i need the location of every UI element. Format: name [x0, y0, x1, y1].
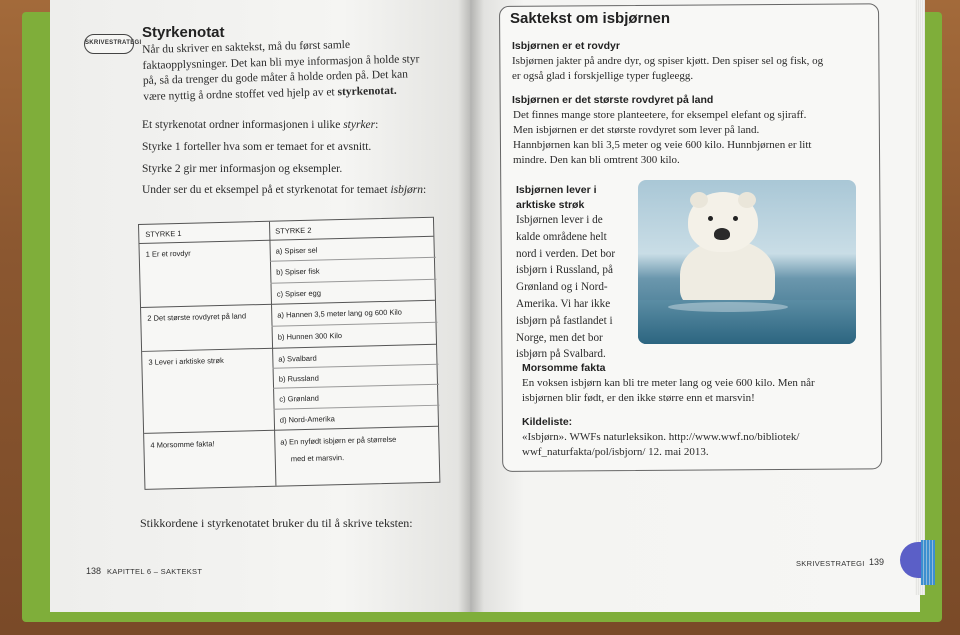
right-title: Saktekst om isbjørnen [510, 10, 671, 27]
section-text: Isbjørnen lever i de kalde områdene helt nord i verden. Det bor isbjørn i Russland, på Grønland og i Nord- Amerika. Vi har ikke isbjørn på fastlandet i Norge, men det bor isbjørn på Svalbard. [516, 214, 616, 361]
intro-bold-term: styrkenotat. [337, 84, 397, 98]
book-gutter [458, 0, 484, 612]
intro-paragraph [142, 36, 433, 105]
paragraph-styrke1: Styrke 1 forteller hva som er temaet for et avsnitt. [142, 141, 372, 153]
table-header-styrke1: STYRKE 1 [145, 228, 182, 239]
table-cell: c) Grønland [279, 393, 320, 404]
table-subline [270, 257, 436, 262]
section-heading: Kildeliste: [522, 416, 573, 428]
intro-line: være nyttig å ordne stoffet ved hjelp av et styrkenotat. [143, 84, 397, 103]
table-subline [274, 405, 440, 410]
section-text: Det finnes mange store planteetere, for eksempel elefant og sjiraff. Men isbjørnen er det største rovdyret som lever på land. Hannbjørnen kan bli 3,5 meter og veie 600 kilo. Hunnbjørnen er litt mindre. Den kan bli omtrent 300 kilo. [513, 109, 812, 166]
section-text: En voksen isbjørn kan bli tre meter lang og veie 600 kilo. Men når isbjørnen blir født, er den ikke større enn et marsvin! [522, 377, 815, 404]
table-subline [273, 364, 439, 369]
table-cell: c) Spiser egg [276, 288, 322, 299]
section-heading: Morsomme fakta [522, 362, 606, 374]
section-heading: Isbjørnen er det største rovdyret på land [512, 94, 714, 106]
source-list: «Isbjørn». WWFs naturleksikon. http://www.wwf.no/bibliotek/ wwf_naturfakta/pol/isbjorn/ 12. mai 2013. [522, 431, 800, 458]
footer-right: SKRIVESTRATEGI [796, 559, 865, 568]
table-subline [273, 384, 439, 389]
left-bottom-text: Stikkordene i styrkenotatet bruker du til å skrive teksten: [140, 516, 413, 530]
table-line [141, 300, 435, 308]
table-cell: d) Nord-Amerika [279, 414, 335, 425]
footer-left: KAPITTEL 6 – SAKTEKST [107, 567, 203, 576]
table-cell: 1 Er et rovdyr [145, 248, 191, 259]
styrkenotat-table [138, 217, 440, 490]
intro-line: faktaopplysninger. Det kan bli mye informasjon å holde styr [142, 52, 420, 72]
page-number-right: 139 [869, 557, 885, 567]
table-line [139, 236, 433, 244]
page-number-left: 138 [86, 566, 102, 576]
table-subline [270, 279, 436, 284]
page-tab-edges [921, 540, 935, 585]
table-cell: b) Spiser fisk [276, 266, 320, 277]
table-cell: a) Svalbard [278, 353, 317, 364]
table-cell: 3 Lever i arktiske strøk [148, 355, 224, 367]
table-cell: a) Hannen 3,5 meter lang og 600 Kilo [277, 307, 403, 320]
intro-line: på, så da trenger du gode måter å holde orden på. Det kan [142, 68, 409, 87]
intro-line: Når du skriver en saktekst, må du først samle [142, 38, 351, 56]
table-cell: 4 Morsomme fakta! [150, 439, 215, 450]
table-cell: a) Spiser sel [275, 245, 318, 256]
table-cell: 2 Det største rovdyret på land [147, 311, 247, 323]
page-edges [915, 0, 925, 595]
section-heading: Isbjørnen lever i arktiske strøk [516, 184, 597, 211]
table-line [144, 426, 438, 434]
section-text: Isbjørnen jakter på andre dyr, og spiser kjøtt. Den spiser sel og fisk, og er også glad i forskjellige typer fugleegg. [512, 55, 824, 82]
left-heading: Styrkenotat [142, 24, 225, 41]
table-cell: med et marsvin. [290, 453, 345, 464]
section-heading: Isbjørnen er et rovdyr [512, 40, 620, 52]
table-cell: b) Russland [278, 373, 319, 384]
table-header-styrke2: STYRKE 2 [275, 225, 312, 236]
paragraph-styrker: Et styrkenotat ordner informasjonen i ulike styrker: [142, 119, 379, 131]
paragraph-example: Under ser du et eksempel på et styrkenotat for temaet isbjørn: [142, 184, 427, 196]
table-subline [272, 322, 438, 327]
skrivestrategi-badge: SKRIVESTRATEGI [84, 34, 134, 54]
polar-bear-photo [638, 180, 856, 344]
table-line [142, 344, 436, 352]
paragraph-styrke2: Styrke 2 gir mer informasjon og eksempler. [142, 163, 343, 175]
table-cell: a) En nyfødt isbjørn er på størrelse [280, 434, 397, 447]
table-cell: b) Hunnen 300 Kilo [277, 331, 343, 342]
